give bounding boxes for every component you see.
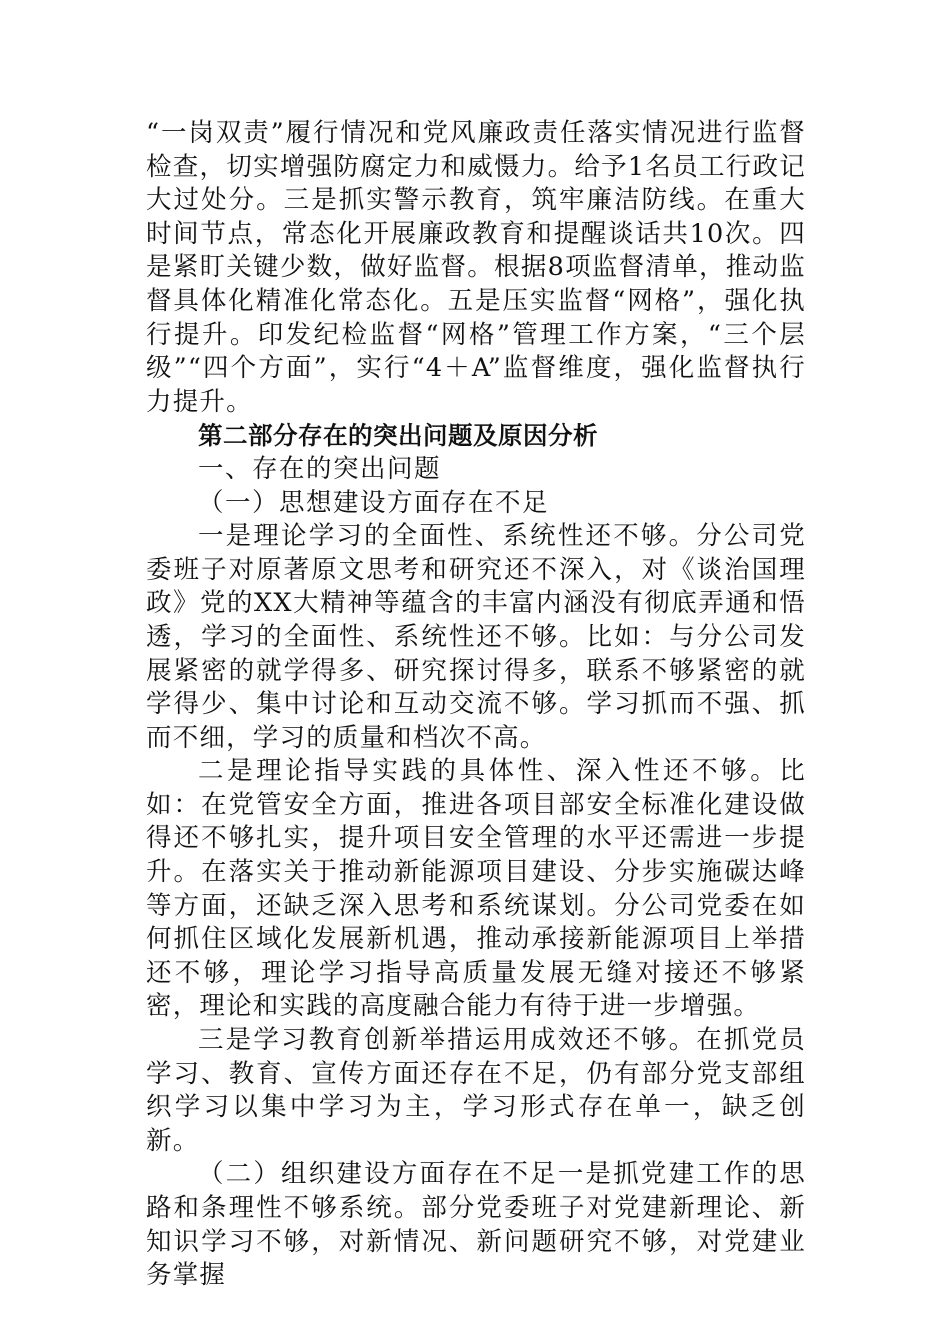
paragraph-supervision-summary: “一岗双责”履行情况和党风廉政责任落实情况进行监督检查，切实增强防腐定力和威慑力。给予1名员工行政记大过处分。三是抓实警示教育，筑牢廉洁防线。在重大时间节点，常态化开展廉政教育和提醒谈话共10次。四是紧盯关键少数，做好监督。根据8项监督清单，推动监督具体化精准化常态化。五是压实监督“网格”，强化执行提升。印发纪检监督“网格”管理工作方案，“三个层级”“四个方面”，实行“4＋A”监督维度，强化监督执行力提升。: [146, 118, 806, 417]
section-heading-part-two: 第二部分存在的突出问题及原因分析: [198, 421, 598, 451]
paragraph-theory-study: 一是理论学习的全面性、系统性还不够。分公司党委班子对原著原文思考和研究还不深入，对《谈治国理政》党的XX大精神等蕴含的丰富内涵没有彻底弄通和悟透，学习的全面性、系统性还不够。比如：与分公司发展紧密的就学得多、研究探讨得多，联系不够紧密的就学得少、集中讨论和互动交流不够。学习抓而不强、抓而不细，学习的质量和档次不高。: [146, 521, 806, 753]
subheading-prominent-problems: 一、存在的突出问题: [198, 453, 442, 484]
paragraph-education-innovation: 三是学习教育创新举措运用成效还不够。在抓党员学习、教育、宣传方面还存在不足，仍有部分党支部组织学习以集中学习为主，学习形式存在单一，缺乏创新。: [146, 1025, 806, 1156]
document-body: [146, 117, 806, 1293]
paragraph-organization-building: （二）组织建设方面存在不足一是抓党建工作的思路和条理性不够系统。部分党委班子对党建新理论、新知识学习不够，对新情况、新问题研究不够，对党建业务掌握: [146, 1159, 806, 1291]
subheading-ideological-building: （一）思想建设方面存在不足: [198, 487, 550, 518]
paragraph-theory-practice: 二是理论指导实践的具体性、深入性还不够。比如：在党管安全方面，推进各项目部安全标准化建设做得还不够扎实，提升项目安全管理的水平还需进一步提升。在落实关于推动新能源项目建设、分步实施碳达峰等方面，还缺乏深入思考和系统谋划。分公司党委在如何抓住区域化发展新机遇，推动承接新能源项目上举措还不够，理论学习指导高质量发展无缝对接还不够紧密，理论和实践的高度融合能力有待于进一步增强。: [146, 756, 806, 1022]
